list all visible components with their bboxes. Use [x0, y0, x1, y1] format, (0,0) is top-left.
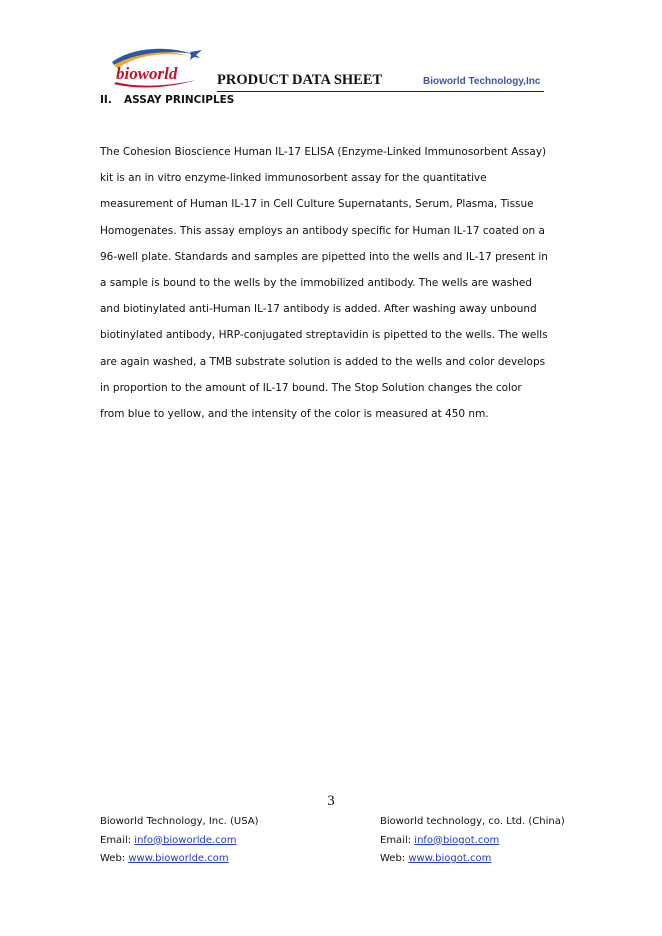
paragraph-line: a sample is bound to the wells by the immobilized antibody. The wells are washed [100, 277, 532, 290]
email-link-china[interactable]: info@biogot.com [414, 834, 500, 846]
footer-china [380, 813, 565, 869]
section-number: II. [100, 94, 112, 106]
footer-usa [100, 813, 258, 869]
web-link-china[interactable]: www.biogot.com [408, 853, 492, 864]
email-link-usa[interactable]: info@bioworlde.com [134, 834, 237, 846]
paragraph-line: The Cohesion Bioscience Human IL-17 ELISA (Enzyme-Linked Immunosorbent Assay) [100, 146, 547, 158]
footer-company-usa: Bioworld Technology, Inc. (USA) [100, 816, 259, 827]
paragraph-line: Homogenates. This assay employs an antibody specific for Human IL-17 coated on a [100, 224, 545, 237]
paragraph-line: and biotinylated anti-Human IL-17 antibody is added. After washing away unbound [100, 303, 537, 316]
paragraph-line: in proportion to the amount of IL-17 bound. The Stop Solution changes the color [100, 381, 522, 394]
company-name: Bioworld Technology,Inc [423, 76, 541, 87]
footer-web-row-usa [100, 850, 258, 869]
document-title: PRODUCT DATA SHEET [217, 72, 383, 88]
page-header [100, 46, 544, 94]
section-heading [100, 94, 234, 106]
section-title: ASSAY PRINCIPLES [124, 94, 235, 106]
body-paragraph [100, 139, 562, 427]
email-label: Email: [100, 834, 135, 846]
paragraph-line: measurement of Human IL-17 in Cell Culture Supernatants, Serum, Plasma, Tissue [100, 198, 534, 211]
footer-email-row-china [380, 832, 565, 851]
web-label: Web: [380, 853, 409, 864]
footer-company-china: Bioworld technology, co. Ltd. (China) [380, 816, 565, 827]
footer-web-row-china [380, 850, 565, 869]
paragraph-line: 96-well plate. Standards and samples are pipetted into the wells and IL-17 present in [100, 250, 548, 263]
header-divider [217, 91, 544, 92]
page-number: 3 [327, 793, 335, 809]
email-label: Email: [380, 834, 415, 846]
bioworld-logo [108, 46, 204, 90]
paragraph-line: from blue to yellow, and the intensity of the color is measured at 450 nm. [100, 408, 489, 421]
web-link-usa[interactable]: www.bioworlde.com [128, 853, 229, 864]
paragraph-line: kit is an in vitro enzyme-linked immunosorbent assay for the quantitative [100, 172, 487, 185]
logo-wordmark: bioworld [116, 64, 178, 83]
paragraph-line: are again washed, a TMB substrate solution is added to the wells and color develops [100, 355, 546, 368]
paragraph-line: biotinylated antibody, HRP-conjugated streptavidin is pipetted to the wells. The wells [100, 329, 548, 342]
web-label: Web: [100, 853, 129, 864]
footer-email-row-usa [100, 832, 258, 851]
